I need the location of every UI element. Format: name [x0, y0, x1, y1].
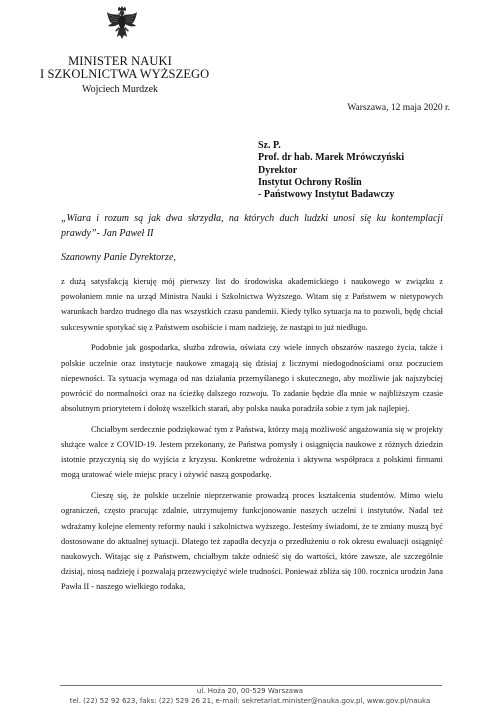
- footer-divider: [60, 685, 442, 686]
- salutation: Szanowny Panie Dyrektorze,: [61, 252, 176, 263]
- body-paragraph: Cieszę się, że polskie uczelnie nieprzerwanie prowadzą proces kształcenia studentów. Mimo wielu ograniczeń, często pracując zdalnie, utrzymujemy funkcjonowanie naszych uczelni i instytutów. Nadal też wdrażamy kolejne elementy reformy nauki i szkolnictwa wyższego. Jesteśmy świadomi, że te zmiany muszą być dostosowane do aktualnej sytuacji. Dlatego też zapadła decyzja o przedłużeniu o rok okresu ewaluacji osiągnięć naukowych. Witając się z Państwem, chciałbym także odnieść się do wartości, które zawsze, ale szczególnie dzisiaj, niosą nadzieję i pozwalają przezwyciężyć wiele trudności. Ponieważ zbliża się 100. rocznica urodzin Jana Pawła II - naszego wielkiego rodaka,: [61, 491, 443, 592]
- ministry-title: [40, 54, 210, 81]
- recipient-line: - Państwowy Instytut Badawczy: [258, 189, 395, 201]
- footer: [0, 687, 500, 706]
- polish-eagle-emblem-icon: [106, 6, 138, 50]
- footer-address: ul. Hoża 20, 00-529 Warszawa: [196, 687, 304, 695]
- recipient-line: Sz. P.: [258, 140, 281, 151]
- epigraph-quote: „Wiara i rozum są jak dwa skrzydła, na których duch ludzki unosi się ku kontemplacji prawdy”- Jan Paweł II: [61, 213, 443, 239]
- letter-date: Warszawa, 12 maja 2020 r.: [347, 103, 450, 113]
- recipient-block: [258, 140, 404, 201]
- ministry-title-line2: I SZKOLNICTWA WYŻSZEGO: [40, 67, 210, 81]
- body-paragraph: Chciałbym serdecznie podziękować tym z Państwa, którzy mają możliwość angażowania się w projekty służące walce z COVID-19. Jestem przekonany, że Państwa pomysły i osiągnięcia naukowe z różnych dziedzin istotnie przyczynią się do wyjścia z kryzysu. Konkretne wdrożenia i aktywna współpraca z polskimi firmami mogą uratować wiele miejsc pracy i ożywić naszą gospodarkę.: [61, 424, 443, 480]
- recipient-line: Prof. dr hab. Marek Mrówczyński: [258, 152, 405, 164]
- letter-body: [61, 274, 443, 600]
- footer-contact: tel. (22) 52 92 623, faks: (22) 529 26 21, e-mail: sekretariat.minister@nauka.gov.pl, www.gov.pl/nauka: [69, 696, 431, 705]
- body-paragraph: z dużą satysfakcją kieruję mój pierwszy list do środowiska akademickiego i naukowego w związku z powołaniem mnie na urząd Ministra Nauki i Szkolnictwa Wyższego. Witam się z Państwem w nietypowych warunkach bardzo trudnego dla nas wszystkich czasu pandemii. Kiedy tylko sytuacja na to pozwoli, będę chciał sukcesywnie spotykać się z Państwem osobiście i mam nadzieję, że nastąpi to już niedługo.: [61, 277, 443, 332]
- recipient-line: Instytut Ochrony Roślin: [258, 176, 362, 188]
- recipient-line: Dyrektor: [258, 164, 298, 176]
- minister-name: Wojciech Murdzek: [81, 84, 159, 95]
- ministry-title-line1: MINISTER NAUKI: [68, 54, 172, 68]
- body-paragraph: Podobnie jak gospodarka, służba zdrowia, oświata czy wiele innych obszarów naszego życia, także i polskie uczelnie oraz instytucje naukowe zmagają się dzisiaj z licznymi niedogodnościami oraz poczuciem niepewności. Ta sytuacja wymaga od nas działania przemyślanego i skutecznego, aby możliwie jak najszybciej powrócić do normalności oraz na ścieżkę dalszego rozwoju. To zadanie będzie dla mnie w najbliższym czasie absolutnym priorytetem i dołożę wszelkich starań, aby polska nauka poradziła sobie z tym jak najlepiej.: [61, 343, 443, 414]
